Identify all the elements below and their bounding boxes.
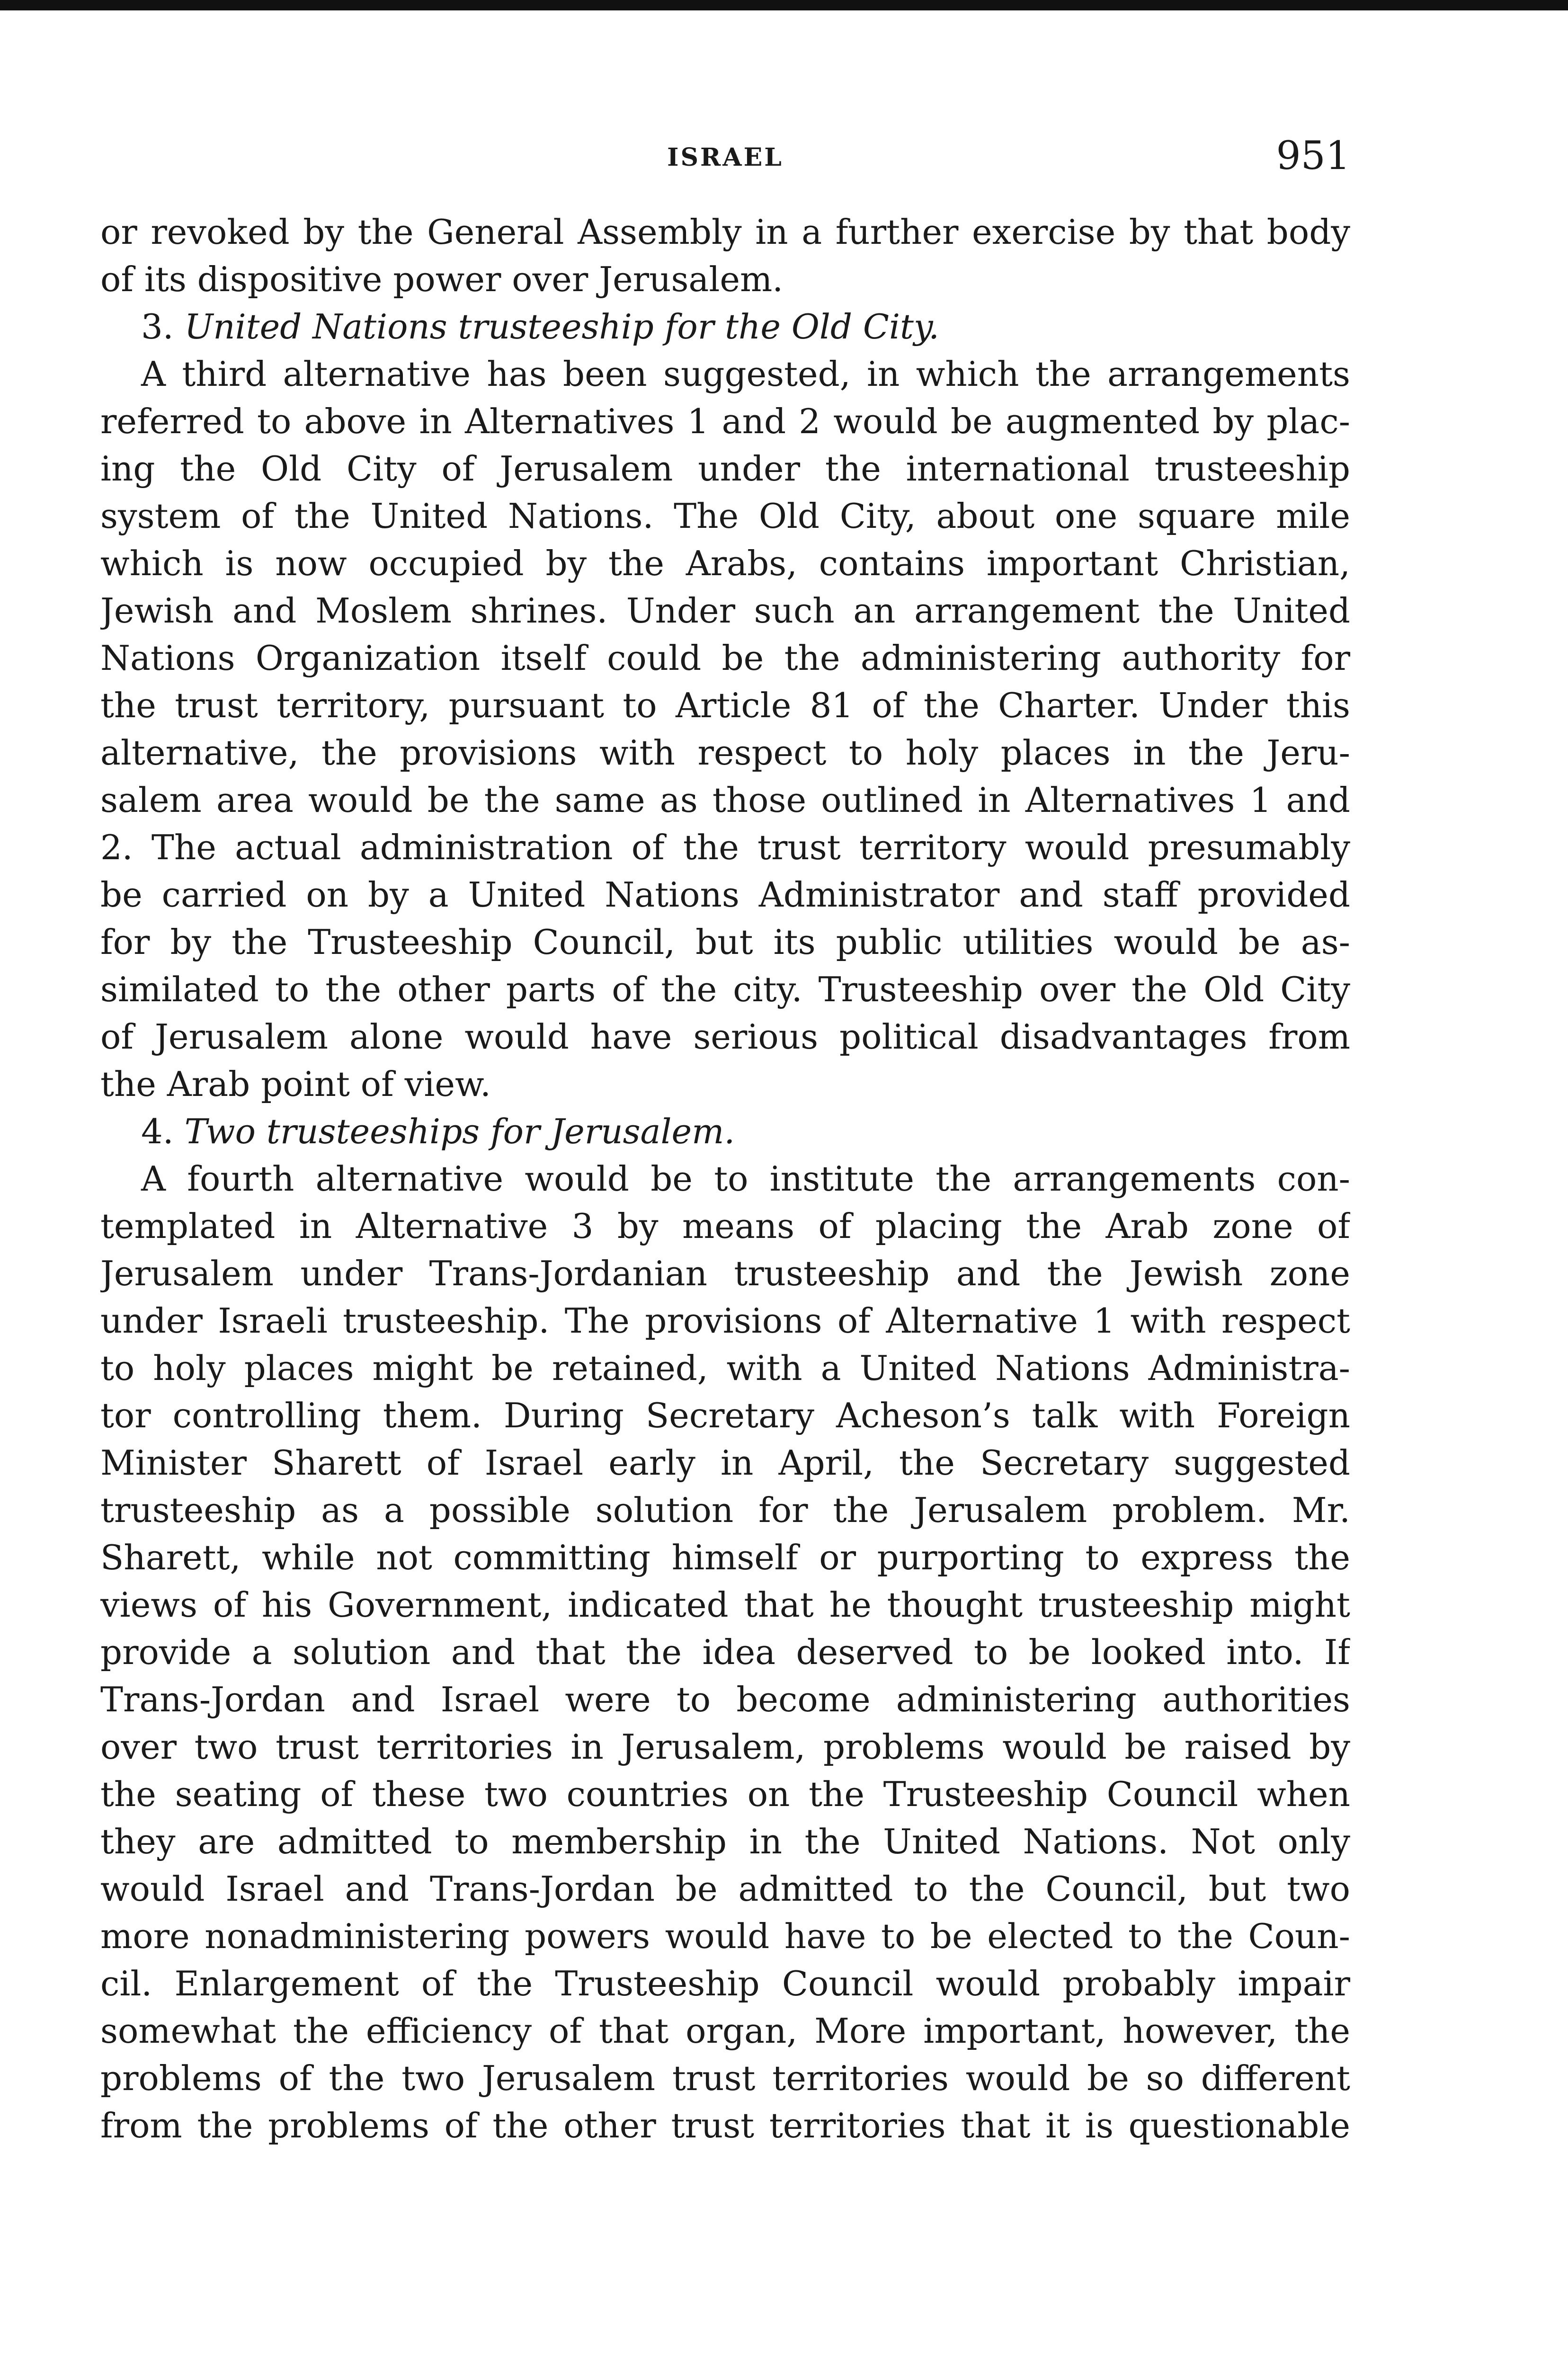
text-line: they are admitted to membership in the United Nations. Not only: [100, 1822, 1350, 1861]
text-line: templated in Alternative 3 by means of placing the Arab zone of: [100, 1206, 1350, 1246]
text-line: Nations Organization itself could be the administering authority for: [100, 638, 1350, 678]
text-line: or revoked by the General Assembly in a further exercise by that body: [100, 212, 1350, 252]
section-heading-3: [100, 303, 1350, 350]
body-text: [100, 208, 1350, 2149]
text-line: the seating of these two countries on the Trusteeship Council when: [100, 1774, 1350, 1814]
page-header: [100, 133, 1350, 186]
text-line: Sharett, while not committing himself or purporting to express the: [100, 1538, 1350, 1577]
text-line: which is now occupied by the Arabs, contains important Christian,: [100, 543, 1350, 583]
text-line: of Jerusalem alone would have serious political disadvantages from: [100, 1017, 1350, 1057]
text-line: provide a solution and that the idea deserved to be looked into. If: [100, 1632, 1350, 1672]
text-line: trusteeship as a possible solution for the Jerusalem problem. Mr.: [100, 1490, 1350, 1530]
section-number: 4.: [141, 1112, 174, 1151]
text-line: the Arab point of view.: [100, 1064, 491, 1104]
text-line: Jewish and Moslem shrines. Under such an arrangement the United: [100, 591, 1350, 631]
text-line: somewhat the efficiency of that organ, More important, however, the: [100, 2011, 1350, 2051]
text-line: A third alternative has been suggested, in which the arrangements: [141, 354, 1350, 394]
text-line: under Israeli trusteeship. The provisions of Alternative 1 with respect: [100, 1301, 1350, 1341]
text-line: to holy places might be retained, with a United Nations Administra-: [100, 1348, 1350, 1388]
text-line: ing the Old City of Jerusalem under the international trusteeship: [100, 449, 1350, 489]
text-line: referred to above in Alternatives 1 and 2 would be augmented by plac-: [100, 401, 1350, 441]
text-line: Trans-Jordan and Israel were to become administering authorities: [100, 1680, 1350, 1719]
text-line: would Israel and Trans-Jordan be admitted to the Council, but two: [100, 1869, 1350, 1909]
text-line: Minister Sharett of Israel early in April, the Secretary suggested: [100, 1443, 1350, 1483]
running-head: ISRAEL: [667, 143, 784, 172]
text-line: from the problems of the other trust territories that it is questionable: [100, 2106, 1350, 2145]
text-line: over two trust territories in Jerusalem, problems would be raised by: [100, 1727, 1350, 1767]
text-line: of its dispositive power over Jerusalem.: [100, 259, 784, 299]
section-heading-4: [100, 1108, 1350, 1155]
text-line: system of the United Nations. The Old City, about one square mile: [100, 496, 1350, 536]
text-line: tor controlling them. During Secretary Acheson’s talk with Foreign: [100, 1396, 1350, 1435]
text-line: cil. Enlargement of the Trusteeship Council would probably impair: [100, 1964, 1350, 2003]
text-line: A fourth alternative would be to institute the arrangements con-: [141, 1159, 1350, 1199]
text-line: views of his Government, indicated that he thought trusteeship might: [100, 1585, 1350, 1625]
text-line: salem area would be the same as those outlined in Alternatives 1 and: [100, 780, 1350, 820]
text-line: alternative, the provisions with respect to holy places in the Jeru-: [100, 733, 1350, 773]
text-line: for by the Trusteeship Council, but its public utilities would be as-: [100, 922, 1350, 962]
page-number: 951: [1276, 133, 1350, 178]
text-line: the trust territory, pursuant to Article 81 of the Charter. Under this: [100, 685, 1350, 725]
text-line: problems of the two Jerusalem trust territories would be so different: [100, 2058, 1350, 2098]
page-bottom-margin: [100, 2234, 1350, 2236]
section-title: Two trusteeships for Jerusalem.: [184, 1112, 735, 1151]
text-line: similated to the other parts of the city. Trusteeship over the Old City: [100, 970, 1350, 1009]
text-line: 2. The actual administration of the trust territory would presumably: [100, 828, 1350, 867]
section-title: United Nations trusteeship for the Old City.: [184, 307, 939, 347]
section-number: 3.: [141, 307, 174, 347]
text-line: Jerusalem under Trans-Jordanian trusteeship and the Jewish zone: [100, 1254, 1350, 1293]
text-line: more nonadministering powers would have to be elected to the Coun-: [100, 1916, 1350, 1956]
text-line: be carried on by a United Nations Administrator and staff provided: [100, 875, 1350, 915]
top-page-edge: [0, 0, 1568, 10]
